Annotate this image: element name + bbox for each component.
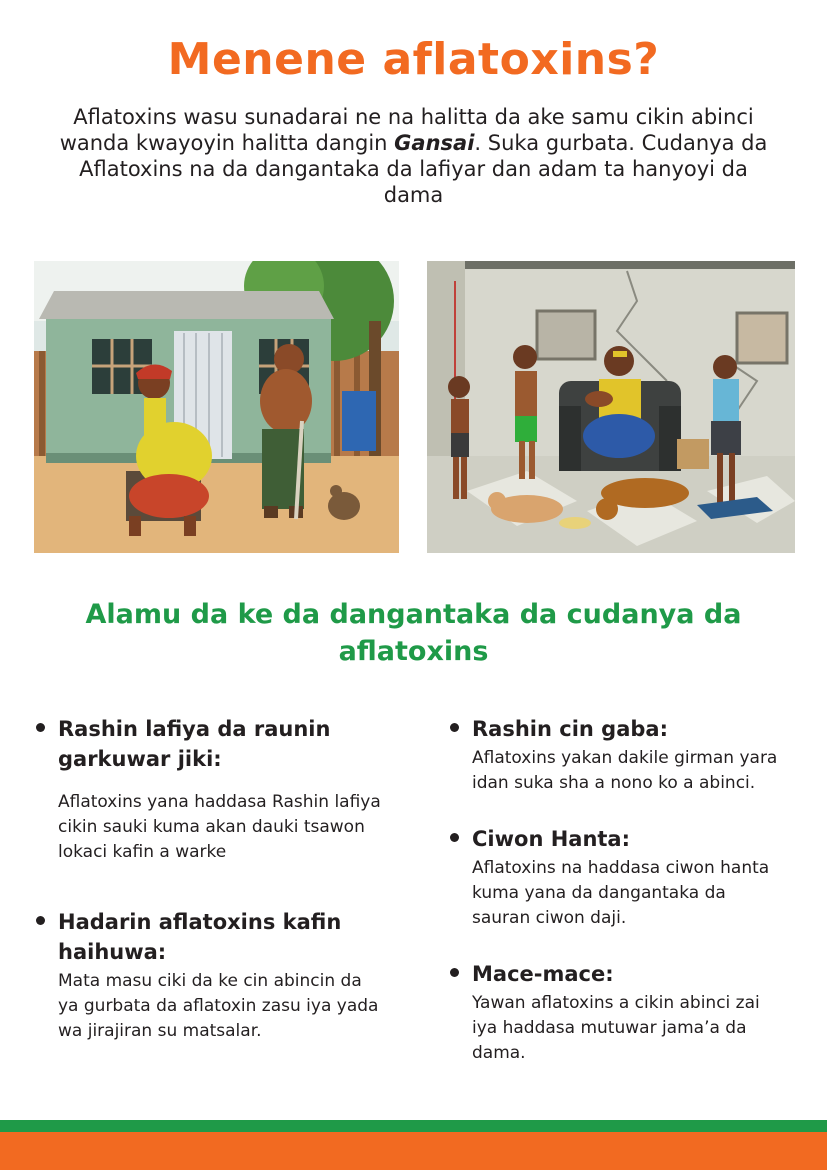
bullet-icon (450, 723, 459, 732)
symptom-title: Rashin lafiya da raunin garkuwar jiki: (58, 717, 331, 771)
symptom-description: Mata masu ciki da ke cin abincin da ya gurbata da aflatoxin zasu iya yada wa jirajiran su matsalar. (58, 971, 379, 1041)
symptom-description: Aflatoxins yana haddasa Rashin lafiya cikin sauki kuma akan dauki tsawon lokaci kafin a warke (58, 792, 381, 862)
symptoms-heading: Alamu da ke da dangantaka da cudanya da aflatoxins (85, 599, 742, 667)
symptom-title: Ciwon Hanta: (472, 827, 631, 851)
bullet-icon (36, 916, 45, 925)
symptom-item (448, 959, 788, 1066)
symptom-item (448, 824, 788, 931)
symptom-description: Yawan aflatoxins a cikin abinci zai iya haddasa mutuwar jama’a da dama. (472, 993, 760, 1063)
symptom-description: Aflatoxins na haddasa ciwon hanta kuma yana da dangantaka da sauran ciwon daji. (472, 858, 770, 928)
symptom-item (34, 907, 384, 1044)
symptom-item (448, 714, 788, 796)
symptom-title: Rashin cin gaba: (472, 717, 668, 741)
bullet-icon (36, 723, 45, 732)
symptom-title: Hadarin aflatoxins kafin haihuwa: (58, 910, 342, 964)
footer-orange-band (0, 1132, 827, 1170)
footer-green-band (0, 1120, 827, 1132)
bullet-icon (450, 833, 459, 842)
bullet-icon (450, 968, 459, 977)
family-outside-house-illustration (34, 261, 399, 553)
symptoms-left-column (34, 714, 384, 1044)
symptom-title: Mace-mace: (472, 962, 614, 986)
intro-text-1: Aflatoxins wasu sunadarai ne na halitta da ake samu cikin abinci wanda kwayoyin halitta dangin (59, 105, 754, 155)
symptom-description: Aflatoxins yakan dakile girman yara idan suka sha a nono ko a abinci. (472, 748, 778, 793)
symptoms-right-column (448, 714, 788, 1066)
intro-paragraph (50, 104, 777, 208)
page-title: Menene aflatoxins? (167, 34, 660, 85)
intro-emphasis: Gansai (394, 131, 475, 155)
family-inside-room-illustration (427, 261, 795, 553)
symptom-item (34, 714, 384, 865)
intro-text-2: . Suka gurbata. Cudanya da Aflatoxins na da dangantaka da lafiyar dan adam ta hanyoyi da dama (79, 131, 768, 207)
